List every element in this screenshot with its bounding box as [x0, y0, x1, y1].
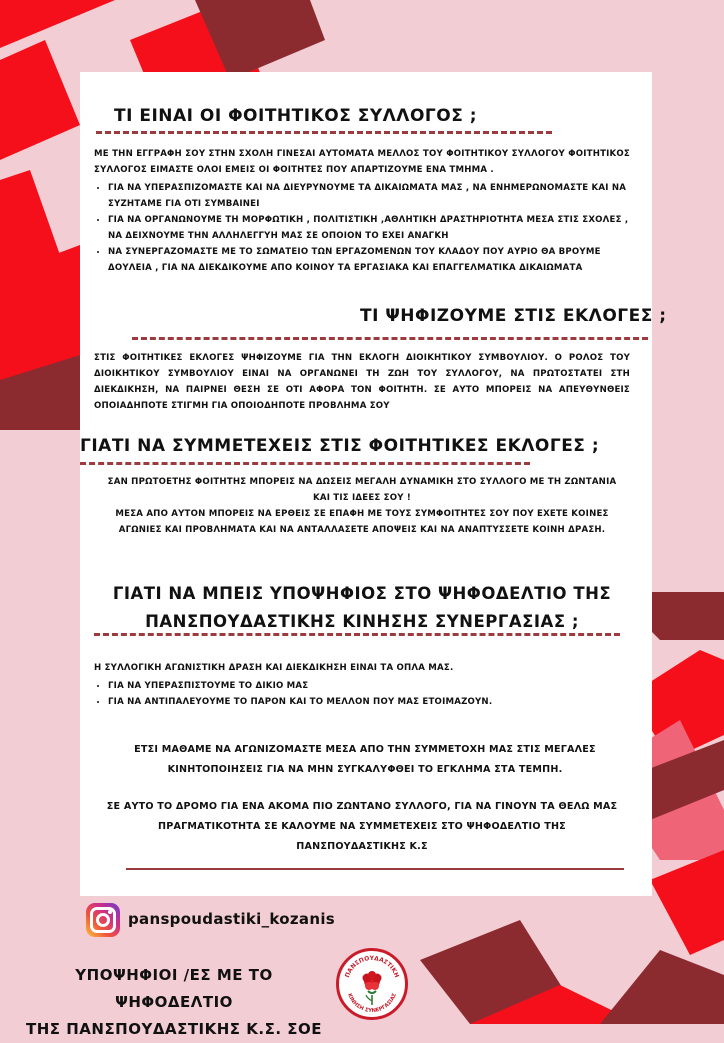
- section2-divider: [132, 337, 648, 340]
- section3-title: ΓΙΑΤΙ ΝΑ ΣΥΜΜΕΤΕΧΕΙΣ ΣΤΙΣ ΦΟΙΤΗΤΙΚΕΣ ΕΚΛΟΓΕΣ ;: [80, 436, 600, 456]
- list-item: • ΓΙΑ ΝΑ ΑΝΤΙΠΑΛΕΥΟΥΜΕ ΤΟ ΠΑΡΟΝ ΚΑΙ ΤΟ ΜΕΛΛΟΝ ΠΟΥ ΜΑΣ ΕΤΟΙΜΑΖΟΥΝ.: [108, 694, 630, 710]
- carnation-icon: [363, 971, 382, 1005]
- section1-text: [94, 146, 630, 276]
- section3-line2: ΜΕΣΑ ΑΠΟ ΑΥΤΟΝ ΜΠΟΡΕΙΣ ΝΑ ΕΡΘΕΙΣ ΣΕ ΕΠΑΦΗ ΜΕ ΤΟΥΣ ΣΥΜΦΟΙΤΗΤΕΣ ΣΟΥ ΠΟΥ ΕΧΕΤΕ ΚΟΙΝΕΣ ΑΓΩΝΙΕΣ ΚΑΙ ΠΡΟΒΛΗΜΑΤΑ ΚΑΙ ΝΑ ΑΝΤΑΛΛΑΣΕΤΕ ΑΠΟΨΕΙΣ ΚΑΙ ΝΑ ΑΝΑΠΤΥΣΣΕΤΕ ΚΟΙΝΗ ΔΡΑΣΗ.: [115, 509, 609, 535]
- footer-text: [14, 962, 334, 1043]
- section3-text: [104, 474, 620, 538]
- section2-title: ΤΙ ΨΗΦΙΖΟΥΜΕ ΣΤΙΣ ΕΚΛΟΓΕΣ ;: [360, 306, 667, 326]
- section4-title-line1: ΓΙΑΤΙ ΝΑ ΜΠΕΙΣ ΥΠΟΨΗΦΙΟΣ ΣΤΟ ΨΗΦΟΔΕΛΤΙΟ ΤΗΣ: [112, 584, 612, 603]
- section4-list: [94, 678, 630, 710]
- section2-body: ΣΤΙΣ ΦΟΙΤΗΤΙΚΕΣ ΕΚΛΟΓΕΣ ΨΗΦΙΖΟΥΜΕ ΓΙΑ ΤΗΝ ΕΚΛΟΓΗ ΔΙΟΙΚΗΤΙΚΟΥ ΣΥΜΒΟΥΛΙΟΥ. Ο ΡΟΛΟΣ ΤΟΥ ΔΙΟΙΚΗΤΙΚΟΥ ΣΥΜΒΟΥΛΙΟΥ ΕΙΝΑΙ ΝΑ ΟΡΓΑΝΩΝΕΙ ΤΗ ΖΩΗ ΤΟΥ ΣΥΛΛΟΓΟΥ, ΝΑ ΠΡΩΤΟΣΤΑΤΕΙ ΣΤΗ ΔΙΕΚΔΙΚΗΣΗ, ΝΑ ΠΑΙΡΝΕΙ ΘΕΣΗ ΣΕ ΟΤΙ ΑΦΟΡΑ ΤΟΝ ΦΟΙΤΗΤΗ. ΣΕ ΑΥΤΟ ΜΠΟΡΕΙΣ ΝΑ ΑΠΕΥΘΥΝΘΕΙΣ ΟΠΟΙΑΔΗΠΟΤΕ ΣΤΙΓΜΗ ΓΙΑ ΟΠΟΙΟΔΗΠΟΤΕ ΠΡΟΒΛΗΜΑ ΣΟΥ: [94, 353, 630, 411]
- instagram-dot-icon: [108, 910, 112, 914]
- deco-right-red-2: [650, 850, 724, 955]
- section4-para1: ΕΤΣΙ ΜΑΘΑΜΕ ΝΑ ΑΓΩΝΙΖΟΜΑΣΤΕ ΜΕΣΑ ΑΠΟ ΤΗΝ ΣΥΜΜΕΤΟΧΗ ΜΑΣ ΣΤΙΣ ΜΕΓΑΛΕΣ ΚΙΝΗΤΟΠΟΙΗΣΕΙΣ ΓΙΑ ΝΑ ΜΗΝ ΣΥΓΚΑΛΥΦΘΕΙ ΤΟ ΕΓΚΛΗΜΑ ΣΤΑ ΤΕΜΠΗ.: [134, 744, 596, 775]
- instagram-handle[interactable]: panspoudastiki_kozanis: [128, 910, 335, 928]
- list-item: • ΓΙΑ ΝΑ ΥΠΕΡΑΣΠΙΖΟΜΑΣΤΕ ΚΑΙ ΝΑ ΔΙΕΥΡΥΝΟΥΜΕ ΤΑ ΔΙΚΑΙΩΜΑΤΑ ΜΑΣ , ΝΑ ΕΝΗΜΕΡΩΝΟΜΑΣΤΕ ΚΑΙ ΝΑ ΣΥΖΗΤΑΜΕ ΓΙΑ ΟΤΙ ΣΥΜΒΑΙΝΕΙ: [108, 180, 630, 212]
- section1-intro: ΜΕ ΤΗΝ ΕΓΓΡΑΦΗ ΣΟΥ ΣΤΗΝ ΣΧΟΛΗ ΓΙΝΕΣΑΙ ΑΥΤΟΜΑΤΑ ΜΕΛΛΟΣ ΤΟΥ ΦΟΙΤΗΤΙΚΟΥ ΣΥΛΛΟΓΟΥ ΦΟΙΤΗΤΙΚΟΣ ΣΥΛΛΟΓΟΣ ΕΙΜΑΣΤΕ ΟΛΟΙ ΕΜΕΙΣ ΟΙ ΦΟΙΤΗΤΕΣ ΠΟΥ ΑΠΑΡΤΙΖΟΥΜΕ ΕΝΑ ΤΜΗΜΑ .: [94, 149, 630, 175]
- deco-bottom-right-darkred: [600, 950, 724, 1024]
- section4-bottom-rule: [126, 868, 624, 870]
- logo-top-text: ΠΑΝΣΠΟΥΔΑΣΤΙΚΗ: [343, 954, 401, 979]
- section1-divider: [96, 131, 552, 134]
- footer-line2: ΤΗΣ ΠΑΝΣΠΟΥΔΑΣΤΙΚΗΣ Κ.Σ. ΣΟΕ: [25, 1020, 323, 1038]
- deco-top-left-red: [0, 0, 115, 48]
- logo-ring: [339, 951, 405, 1017]
- section4-title-line2: ΠΑΝΣΠΟΥΔΑΣΤΙΚΗΣ ΚΙΝΗΣΗΣ ΣΥΝΕΡΓΑΣΙΑΣ ;: [145, 612, 579, 631]
- instagram-icon[interactable]: [86, 903, 120, 937]
- footer-line1: ΥΠΟΨΗΦΙΟΙ /ΕΣ ΜΕ ΤΟ ΨΗΦΟΔΕΛΤΙΟ: [75, 966, 273, 1011]
- panspoudastiki-logo: [336, 948, 408, 1020]
- section4-divider: [94, 633, 620, 636]
- section4-list-block: [94, 660, 630, 710]
- section1-title: ΤΙ ΕΙΝΑΙ ΟΙ ΦΟΙΤΗΤΙΚΟΣ ΣΥΛΛΟΓΟΣ ;: [114, 106, 478, 126]
- section4-intro: Η ΣΥΛΛΟΓΙΚΗ ΑΓΩΝΙΣΤΙΚΗ ΔΡΑΣΗ ΚΑΙ ΔΙΕΚΔΙΚΗΣΗ ΕΙΝΑΙ ΤΑ ΟΠΛΑ ΜΑΣ.: [94, 663, 454, 673]
- section4-title: [94, 580, 630, 636]
- instagram-lens-icon: [96, 913, 110, 927]
- section3-divider: [80, 462, 530, 465]
- section1-list: [94, 180, 630, 276]
- list-item: • ΓΙΑ ΝΑ ΥΠΕΡΑΣΠΙΣΤΟΥΜΕ ΤΟ ΔΙΚΙΟ ΜΑΣ: [108, 678, 630, 694]
- list-item: • ΝΑ ΣΥΝΕΡΓΑΖΟΜΑΣΤΕ ΜΕ ΤΟ ΣΩΜΑΤΕΙΟ ΤΩΝ ΕΡΓΑΖΟΜΕΝΩΝ ΤΟΥ ΚΛΑΔΟΥ ΠΟΥ ΑΥΡΙΟ ΘΑ ΒΡΟΥΜΕ ΔΟΥΛΕΙΑ , ΓΙΑ ΝΑ ΔΙΕΚΔΙΚΟΥΜΕ ΑΠΟ ΚΟΙΝΟΥ ΤΑ ΕΡΓΑΣΙΑΚΑ ΚΑΙ ΕΠΑΓΓΕΛΜΑΤΙΚΑ ΔΙΚΑΙΩΜΑΤΑ: [108, 244, 630, 276]
- logo-bottom-text: ΚΙΝΗΣΗ ΣΥΝΕΡΓΑΣΙΑΣ: [346, 992, 398, 1015]
- section3-line1: ΣΑΝ ΠΡΩΤΟΕΤΗΣ ΦΟΙΤΗΤΗΣ ΜΠΟΡΕΙΣ ΝΑ ΔΩΣΕΙΣ ΜΕΓΑΛΗ ΔΥΝΑΜΙΚΗ ΣΤΟ ΣΥΛΛΟΓΟ ΜΕ ΤΗ ΖΩΝΤΑΝΙΑ ΚΑΙ ΤΙΣ ΙΔΕΕΣ ΣΟΥ !: [107, 477, 617, 503]
- deco-left-red-1: [0, 40, 80, 160]
- list-item: • ΓΙΑ ΝΑ ΟΡΓΑΝΩΝΟΥΜΕ ΤΗ ΜΟΡΦΩΤΙΚΗ , ΠΟΛΙΤΙΣΤΙΚΗ ,ΑΘΛΗΤΙΚΗ ΔΡΑΣΤΗΡΙΟΤΗΤΑ ΜΕΣΑ ΣΤΙΣ ΣΧΟΛΕΣ , ΝΑ ΔΕΙΧΝΟΥΜΕ ΤΗΝ ΑΛΛΗΛΕΓΓΥΗ ΜΑΣ ΣΕ ΟΠΟΙΟΝ ΤΟ ΕΧΕΙ ΑΝΑΓΚΗ: [108, 212, 630, 244]
- section4-para2: ΣΕ ΑΥΤΟ ΤΟ ΔΡΟΜΟ ΓΙΑ ΕΝΑ ΑΚΟΜΑ ΠΙΟ ΖΩΝΤΑΝΟ ΣΥΛΛΟΓΟ, ΓΙΑ ΝΑ ΓΙΝΟΥΝ ΤΑ ΘΕΛΩ ΜΑΣ ΠΡΑΓΜΑΤΙΚΟΤΗΤΑ ΣΕ ΚΑΛΟΥΜΕ ΝΑ ΣΥΜΜΕΤΕΧΕΙΣ ΣΤΟ ΨΗΦΟΔΕΛΤΙΟ ΤΗΣ ΠΑΝΣΠΟΥΔΑΣΤΙΚΗΣ Κ.Σ: [106, 801, 618, 852]
